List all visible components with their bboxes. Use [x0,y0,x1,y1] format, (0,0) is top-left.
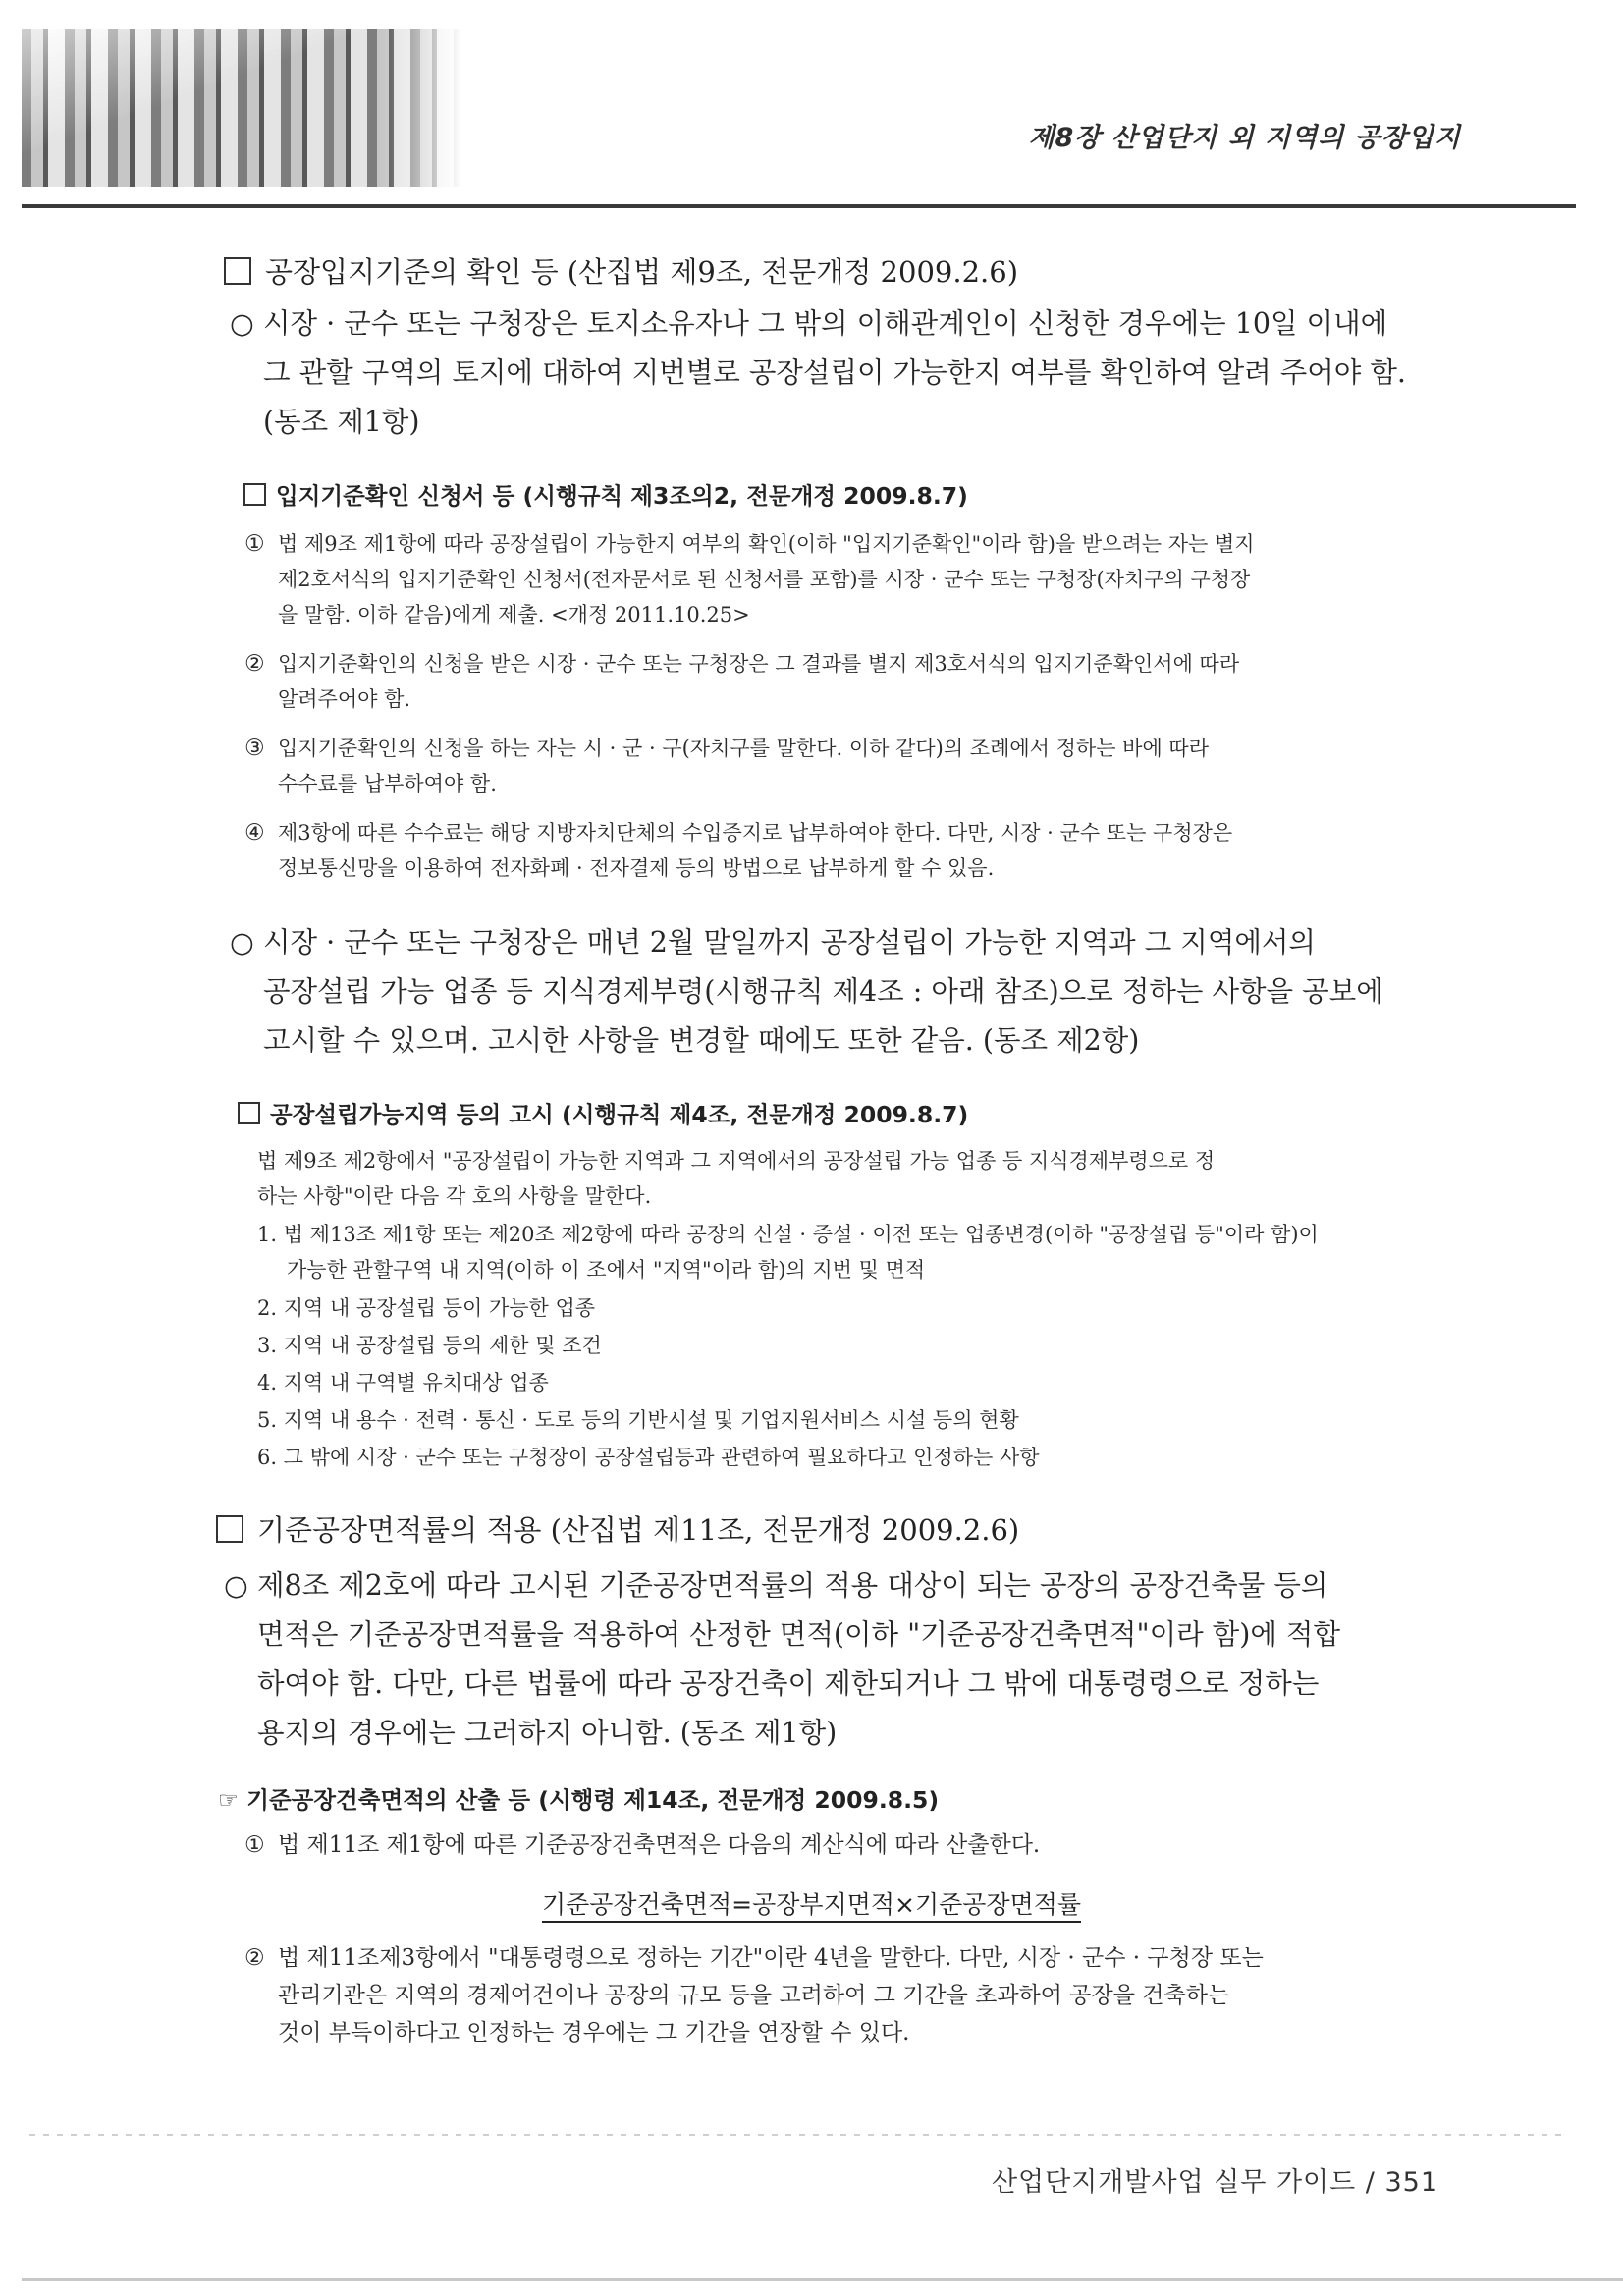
scan-dots [29,2134,1564,2136]
list-item [244,731,1209,801]
para-line: (동조 제1항) [263,406,420,438]
checkbox-icon [224,257,251,285]
intro-line: 법 제9조 제2항에서 "공장설립이 가능한 지역과 그 지역에서의 공장설립 가능 업종 등 지식경제부령으로 정 [257,1149,1216,1173]
checkbox-icon [243,483,266,506]
paragraph [230,300,1406,447]
footer-rule [22,2278,1623,2281]
item-line: 법 제11조제3항에서 "대통령령으로 정하는 기간"이란 4년을 말한다. 다만, 시장 · 군수 · 구청장 또는 [278,1945,1264,1971]
item-line: 입지기준확인의 신청을 받은 시장 · 군수 또는 구청장은 그 결과를 별지 제3호서식의 입지기준확인서에 따라 [278,652,1240,676]
chapter-title: 제8장 산업단지 외 지역의 공장입지 [1028,123,1461,153]
subsection-heading [218,1781,939,1815]
para-line: 면적은 기준공장면적률을 적용하여 산정한 면적(이하 "기준공장건축면적"이라 함)에 적합 [257,1618,1340,1651]
item-line: 법 제11조 제1항에 따른 기준공장건축면적은 다음의 계산식에 따라 산출한다. [278,1832,1041,1858]
list-item [244,1828,1041,1863]
para-line: 하여야 함. 다만, 다른 법률에 따라 공장건축이 제한되거나 그 밖에 대통령령으로 정하는 [257,1667,1320,1700]
subsection-heading [243,477,968,511]
para-line: 공장설립 가능 업종 등 지식경제부령(시행규칙 제4조 : 아래 참조)으로 정하는 사항을 공보에 [263,975,1383,1008]
item-line: 을 말함. 이하 같음)에게 제출. <개정 2011.10.25> [278,603,750,627]
checkbox-icon [238,1102,260,1124]
header-rule [22,204,1576,208]
item-number: ③ [244,736,265,761]
subsection-title: 공장설립가능지역 등의 고시 (시행규칙 제4조, 전문개정 2009.8.7) [270,1101,969,1128]
item-number: ② [244,651,265,677]
checkbox-icon [216,1515,243,1543]
paragraph [230,918,1383,1066]
item-line: 입지기준확인의 신청을 하는 자는 시 · 군 · 구(자치구를 말한다. 이하 같다)의 조례에서 정하는 바에 따라 [278,737,1209,760]
numbered-item: 1. 법 제13조 제1항 또는 제20조 제2항에 따라 공장의 신설 · 증설 · 이전 또는 업종변경(이하 "공장설립 등"이라 함)이 [257,1223,1319,1246]
item-line: 법 제9조 제1항에 따라 공장설립이 가능한지 여부의 확인(이하 "입지기준확인"이라 함)을 받으려는 자는 별지 [278,532,1255,556]
item-line: 수수료를 납부하여야 함. [278,772,497,795]
bullet-icon: ○ [230,926,254,958]
numbered-item: 4. 지역 내 구역별 유치대상 업종 [257,1371,549,1394]
item-number: ② [244,1945,265,1971]
header-photo [22,29,461,187]
para-line: 제8조 제2호에 따라 고시된 기준공장면적률의 적용 대상이 되는 공장의 공장건축물 등의 [257,1569,1328,1602]
paragraph [224,1561,1340,1758]
section-heading [224,250,1018,291]
para-line: 용지의 경우에는 그러하지 아니함. (동조 제1항) [257,1717,838,1749]
item-line: 관리기관은 지역의 경제여건이나 공장의 규모 등을 고려하여 그 기간을 초과하여 공장을 건축하는 [278,1983,1230,2008]
numbered-item: 3. 지역 내 공장설립 등의 제한 및 조건 [257,1334,602,1357]
item-line: 알려주어야 함. [278,687,411,711]
bullet-icon: ○ [224,1569,248,1602]
numbered-item: 2. 지역 내 공장설립 등이 가능한 업종 [257,1296,596,1320]
item-line: 제3항에 따른 수수료는 해당 지방자치단체의 수입증지로 납부하여야 한다. 다만, 시장 · 군수 또는 구청장은 [278,821,1233,845]
para-line: 그 관할 구역의 토지에 대하여 지번별로 공장설립이 가능한지 여부를 확인하여 알려 주어야 함. [263,356,1406,389]
page-footer: 산업단지개발사업 실무 가이드 / 351 [991,2167,1438,2198]
formula-text: 기준공장건축면적=공장부지면적×기준공장면적률 [542,1890,1081,1923]
para-line: 시장 · 군수 또는 구청장은 매년 2월 말일까지 공장설립이 가능한 지역과 그 지역에서의 [263,926,1316,958]
item-line: 정보통신망을 이용하여 전자화폐 · 전자결제 등의 방법으로 납부하게 할 수 있음. [278,856,995,880]
list-item [244,1940,1264,2051]
section-title: 공장입지기준의 확인 등 (산집법 제9조, 전문개정 2009.2.6) [265,255,1019,289]
intro-text [257,1143,1215,1214]
subsection-heading [238,1096,968,1129]
section-title: 기준공장면적률의 적용 (산집법 제11조, 전문개정 2009.2.6) [257,1513,1020,1547]
subsection-title: 입지기준확인 신청서 등 (시행규칙 제3조의2, 전문개정 2009.8.7) [276,482,968,510]
numbered-item: 6. 그 밖에 시장 · 군수 또는 구청장이 공장설립등과 관련하여 필요하다고 인정하는 사항 [257,1446,1040,1469]
subsection-title: ☞ 기준공장건축면적의 산출 등 (시행령 제14조, 전문개정 2009.8.5) [218,1786,940,1814]
bullet-icon: ○ [230,307,254,340]
formula [0,1886,1623,1921]
item-number: ① [244,1832,265,1858]
list-item [244,526,1255,632]
item-line: 것이 부득이하다고 인정하는 경우에는 그 기간을 연장할 수 있다. [278,2020,910,2046]
item-number: ④ [244,820,265,846]
para-line: 고시할 수 있으며. 고시한 사항을 변경할 때에도 또한 같음. (동조 제2항) [263,1024,1140,1057]
intro-line: 하는 사항"이란 다음 각 호의 사항을 말한다. [257,1184,652,1208]
item-line: 제2호서식의 입지기준확인 신청서(전자문서로 된 신청서를 포함)를 시장 · 군수 또는 구청장(자치구의 구청장 [278,568,1251,591]
numbered-item: 가능한 관할구역 내 지역(이하 이 조에서 "지역"이라 함)의 지번 및 면적 [287,1258,926,1282]
item-number: ① [244,531,265,557]
para-line: 시장 · 군수 또는 구청장은 토지소유자나 그 밖의 이해관계인이 신청한 경우에는 10일 이내에 [263,307,1388,340]
list-item [244,815,1233,886]
section-heading [216,1508,1019,1549]
list-item [244,646,1240,717]
numbered-item: 5. 지역 내 용수 · 전력 · 통신 · 도로 등의 기반시설 및 기업지원서비스 시설 등의 현황 [257,1408,1019,1432]
